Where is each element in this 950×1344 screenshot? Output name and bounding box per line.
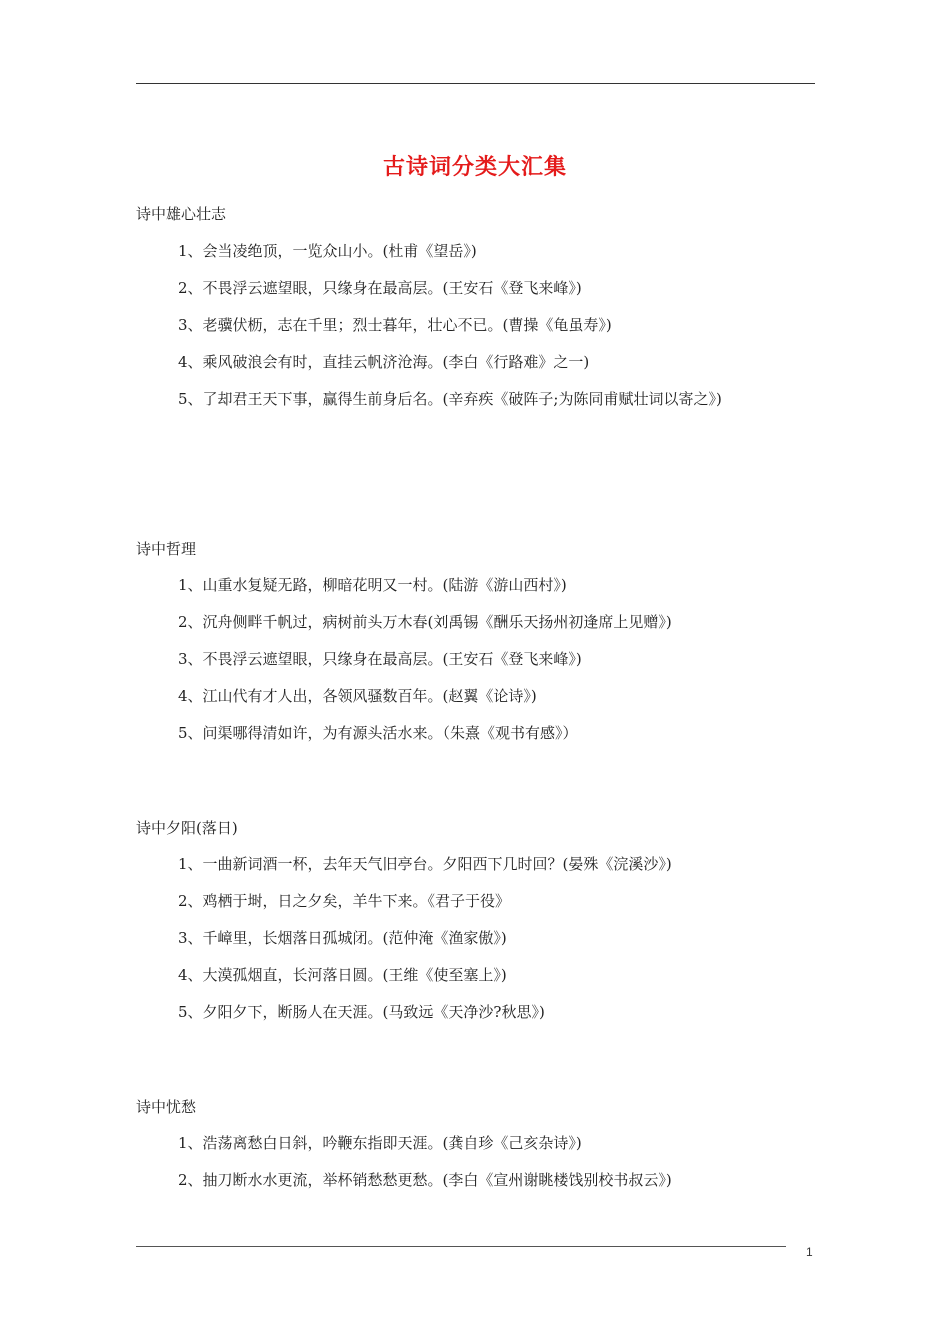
poem-line: 1、一曲新词酒一杯，去年天气旧亭台。夕阳西下几时回？(晏殊《浣溪沙》) xyxy=(178,855,672,873)
document-title: 古诗词分类大汇集 xyxy=(382,154,567,180)
poem-line: 2、不畏浮云遮望眼，只缘身在最高层。(王安石《登飞来峰》) xyxy=(178,279,582,297)
poem-line: 1、会当凌绝顶，一览众山小。(杜甫《望岳》) xyxy=(178,242,477,260)
poem-line: 2、鸡栖于埘，日之夕矣，羊牛下来。《君子于役》 xyxy=(178,892,511,910)
poem-line: 5、夕阳夕下，断肠人在天涯。(马致远《天净沙?秋思》) xyxy=(178,1003,545,1021)
section-heading: 诗中雄心壮志 xyxy=(136,205,227,223)
footer-rule xyxy=(136,1246,786,1247)
poem-line: 4、大漠孤烟直，长河落日圆。(王维《使至塞上》) xyxy=(178,966,507,984)
section-heading: 诗中忧愁 xyxy=(136,1098,197,1116)
header-rule xyxy=(136,83,815,84)
poem-line: 1、浩荡离愁白日斜，吟鞭东指即天涯。(龚自珍《己亥杂诗》) xyxy=(178,1134,582,1152)
section-heading: 诗中哲理 xyxy=(136,540,197,558)
poem-line: 3、老骥伏枥，志在千里；烈士暮年，壮心不已。(曹操《龟虽寿》) xyxy=(178,316,612,334)
page-number: 1 xyxy=(806,1245,813,1259)
poem-line: 4、乘风破浪会有时，直挂云帆济沧海。(李白《行路难》之一) xyxy=(178,353,590,371)
poem-line: 2、沉舟侧畔千帆过，病树前头万木春(刘禹锡《酬乐天扬州初逢席上见赠》) xyxy=(178,613,672,631)
section-heading: 诗中夕阳(落日) xyxy=(136,819,238,837)
poem-line: 1、山重水复疑无路，柳暗花明又一村。(陆游《游山西村》) xyxy=(178,576,567,594)
poem-line: 2、抽刀断水水更流，举杯销愁愁更愁。(李白《宣州谢眺楼饯别校书叔云》) xyxy=(178,1171,672,1189)
poem-line: 5、了却君王天下事，赢得生前身后名。(辛弃疾《破阵子;为陈同甫赋壮词以寄之》) xyxy=(178,390,722,408)
poem-line: 3、不畏浮云遮望眼，只缘身在最高层。(王安石《登飞来峰》) xyxy=(178,650,582,668)
poem-line: 4、江山代有才人出，各领风骚数百年。(赵翼《论诗》) xyxy=(178,687,537,705)
poem-line: 5、问渠哪得清如许，为有源头活水来。（朱熹《观书有感》） xyxy=(178,724,578,742)
poem-line: 3、千嶂里，长烟落日孤城闭。(范仲淹《渔家傲》) xyxy=(178,929,507,947)
